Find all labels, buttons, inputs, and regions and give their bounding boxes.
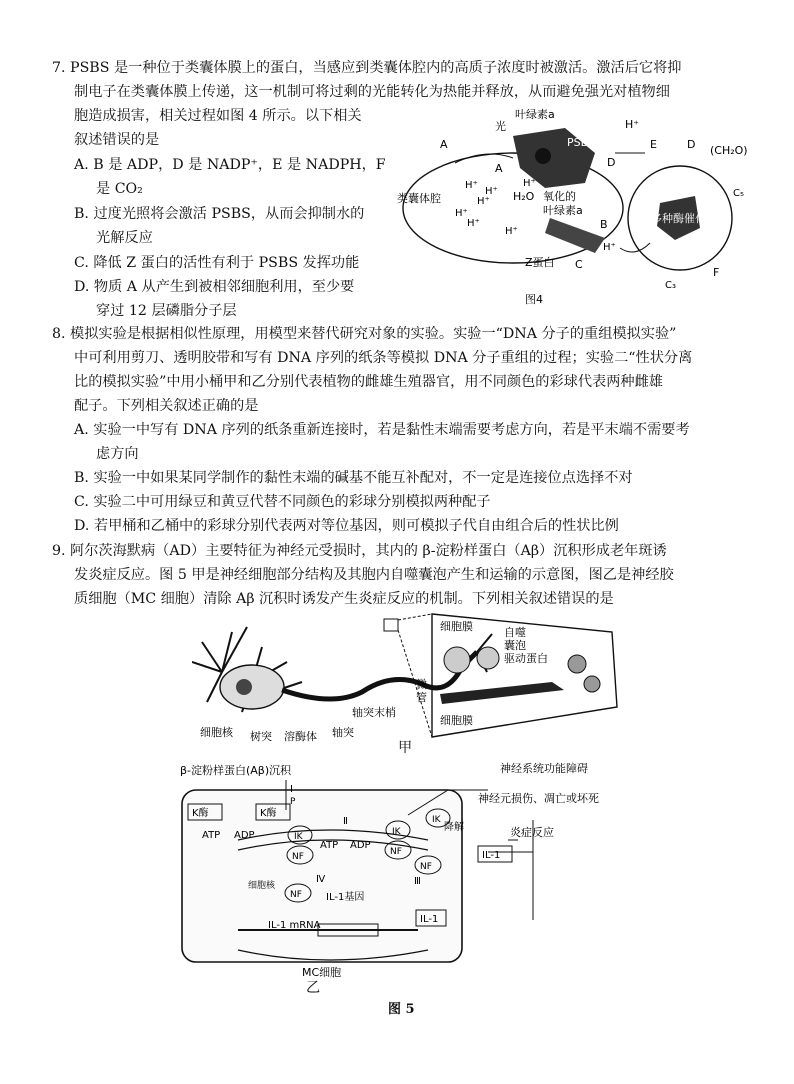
q7-option-d: D. 物质 A 从产生到被相邻细胞利用，至少要 bbox=[74, 279, 355, 295]
label-roman-2: Ⅱ bbox=[343, 816, 348, 827]
q7-option-a-cont: 是 CO₂ bbox=[96, 181, 143, 197]
label-ch2o: (CH₂O) bbox=[710, 144, 748, 157]
label-h-list-4: H⁺ bbox=[467, 218, 480, 229]
q8-option-c: C. 实验二中可用绿豆和黄豆代替不同颜色的彩球分别模拟两种配子 bbox=[74, 494, 491, 510]
q7-option-b-cont: 光解反应 bbox=[96, 230, 153, 246]
label-oxidized: 氧化的 bbox=[543, 190, 576, 203]
label-degrade: 降解 bbox=[444, 822, 464, 833]
label-psbs: PSBS bbox=[567, 136, 595, 149]
label-dendrite: 树突 bbox=[250, 730, 272, 743]
chlorophyll-dot bbox=[535, 148, 551, 164]
microtubule-track bbox=[440, 682, 564, 704]
label-membrane-bottom: 细胞膜 bbox=[440, 714, 473, 727]
q8-line4: 配子。下列相关叙述正确的是 bbox=[74, 398, 259, 414]
label-h-list-0: H⁺ bbox=[465, 180, 478, 191]
q8-line1: 8. 模拟实验是根据相似性原理，用模型来替代研究对象的实验。实验一“DNA 分子的重组模拟实验” bbox=[52, 326, 677, 342]
label-adp: ADP bbox=[234, 830, 255, 841]
label-p: P bbox=[290, 797, 296, 807]
nucleus-shape bbox=[236, 679, 252, 695]
label-h-list-2: H⁺ bbox=[455, 208, 468, 219]
label-k-enzyme: K酶 bbox=[192, 808, 209, 819]
label-b: B bbox=[600, 218, 608, 231]
label-light: 光 bbox=[495, 120, 506, 133]
label-c5: C₅ bbox=[733, 188, 744, 199]
label-nucleus: 细胞核 bbox=[200, 726, 233, 739]
label-enzyme: 多种酶催化 bbox=[651, 212, 706, 225]
label-c: C bbox=[575, 258, 583, 271]
label-h-plus-bottom: H⁺ bbox=[603, 242, 616, 253]
label-h-plus-top: H⁺ bbox=[625, 118, 640, 131]
label-inflammation: 炎症反应 bbox=[510, 826, 554, 839]
label-microtubule-2: 管 bbox=[416, 691, 427, 704]
figure-4 bbox=[395, 108, 755, 308]
label-oxidized-2: 叶绿素a bbox=[543, 204, 583, 217]
label-c3: C₃ bbox=[665, 280, 676, 291]
q8-line3: 比的模拟实验”中用小桶甲和乙分别代表植物的雌雄生殖器官，用不同颜色的彩球代表两种雌雄 bbox=[74, 374, 663, 390]
q8-line2: 中可利用剪刀、透明胶带和写有 DNA 序列的纸条等模拟 DNA 分子重组的过程；实验二“性状分离 bbox=[74, 350, 693, 366]
label-axon-terminal: 轴突末梢 bbox=[352, 706, 396, 719]
label-vesicle: 囊泡 bbox=[504, 639, 526, 652]
label-roman-3: Ⅲ bbox=[414, 876, 421, 887]
label-chlorophyll-a: 叶绿素a bbox=[515, 108, 555, 121]
label-h-list-6: H⁺ bbox=[523, 178, 536, 189]
label-e: E bbox=[650, 138, 657, 151]
label-il1-inside: IL-1 bbox=[420, 914, 439, 925]
label-ik: IK bbox=[294, 832, 303, 842]
label-h2o: H₂O bbox=[513, 190, 535, 203]
vesicle-2 bbox=[477, 647, 499, 669]
label-d2: D bbox=[607, 156, 616, 169]
label-atp: ATP bbox=[202, 830, 221, 841]
q8-option-a: A. 实验一中写有 DNA 序列的纸条重新连接时，若是黏性末端需要考虑方向，若是平末端不需要考 bbox=[74, 422, 690, 438]
q7-option-d-cont: 穿过 12 层磷脂分子层 bbox=[96, 303, 237, 319]
q9-line3: 质细胞（MC 细胞）清除 Aβ 沉积时诱发产生炎症反应的机制。下列相关叙述错误的是 bbox=[74, 591, 614, 607]
label-nf-2: NF bbox=[390, 847, 402, 857]
q7-option-c: C. 降低 Z 蛋白的活性有利于 PSBS 发挥功能 bbox=[74, 255, 360, 271]
label-adp-2: ADP bbox=[350, 840, 371, 851]
label-ik-2: IK bbox=[392, 827, 401, 837]
zoom-lines bbox=[398, 614, 432, 737]
q8-option-a-cont: 虑方向 bbox=[96, 446, 139, 462]
label-nf-nucleus: NF bbox=[290, 890, 302, 900]
label-atp-2: ATP bbox=[320, 840, 339, 851]
label-membrane-top: 细胞膜 bbox=[440, 620, 473, 633]
label-h-list-5: H⁺ bbox=[505, 226, 518, 237]
label-nucleus-yi: 细胞核 bbox=[248, 881, 276, 891]
q9-line2: 发炎症反应。图 5 甲是神经细胞部分结构及其胞内自噬囊泡产生和运输的示意图，图乙是神经胶 bbox=[74, 567, 674, 583]
zoom-box bbox=[384, 619, 398, 631]
label-f: F bbox=[713, 266, 720, 279]
q7-line3: 胞造成损害，相关过程如图 4 所示。以下相关 bbox=[74, 108, 362, 124]
label-nf-3: NF bbox=[420, 862, 432, 872]
label-ik-3: IK bbox=[432, 815, 441, 825]
figure-4-caption: 图4 bbox=[525, 293, 543, 306]
q7-option-a: A. B 是 ADP，D 是 NADP⁺，E 是 NADPH，F bbox=[74, 157, 386, 173]
q7-line2: 制电子在类囊体膜上传递，这一机制可将过剩的光能转化为热能并释放，从而避免强光对植物细 bbox=[74, 84, 670, 100]
label-damage: 神经元损伤、凋亡或坏死 bbox=[478, 792, 599, 805]
label-autophagy: 自噬 bbox=[504, 626, 526, 639]
label-il1-gene: IL-1基因 bbox=[326, 892, 365, 903]
vesicle-4 bbox=[584, 676, 600, 692]
vesicle-3 bbox=[568, 655, 586, 673]
label-k-enzyme-2: K酶 bbox=[260, 808, 277, 819]
q8-option-b: B. 实验一中如果某同学制作的黏性末端的碱基不能互补配对，不一定是连接位点选择不对 bbox=[74, 470, 633, 486]
label-motor-protein: 驱动蛋白 bbox=[504, 652, 548, 665]
label-mc-cell: MC细胞 bbox=[302, 966, 342, 979]
label-roman-4: Ⅳ bbox=[316, 874, 326, 885]
vesicle-1 bbox=[444, 647, 470, 673]
label-z-protein: Z蛋白 bbox=[525, 256, 555, 269]
q7-option-b: B. 过度光照将会激活 PSBS，从而会抑制水的 bbox=[74, 206, 365, 222]
q8-option-d: D. 若甲桶和乙桶中的彩球分别代表两对等位基因，则可模拟子代自由组合后的性状比例 bbox=[74, 518, 619, 534]
label-lysosome: 溶酶体 bbox=[284, 730, 317, 743]
label-h-list-3: H⁺ bbox=[477, 196, 490, 207]
label-il1-mrna: IL-1 mRNA bbox=[268, 920, 321, 931]
figure-5-yi bbox=[178, 760, 618, 992]
label-dysfunction: 神经系统功能障碍 bbox=[500, 762, 588, 775]
label-il1-outside: IL-1 bbox=[482, 850, 501, 861]
figure-5-jia-caption: 甲 bbox=[398, 740, 413, 756]
label-a1: A bbox=[440, 138, 448, 151]
label-microtubule: 微 bbox=[416, 678, 427, 691]
figure-5-yi-caption: 乙 bbox=[306, 980, 321, 996]
label-h-list-1: H⁺ bbox=[485, 186, 498, 197]
label-thylakoid-lumen: 类囊体腔 bbox=[397, 192, 441, 205]
figure-5-caption: 图 5 bbox=[388, 1002, 415, 1017]
label-abeta: β-淀粉样蛋白(Aβ)沉积 bbox=[180, 764, 292, 777]
q9-line1: 9. 阿尔茨海默病（AD）主要特征为神经元受损时，其内的 β-淀粉样蛋白（Aβ）沉积形成老年斑诱 bbox=[52, 543, 667, 559]
label-nf: NF bbox=[292, 852, 304, 862]
label-roman-1: I bbox=[290, 784, 293, 795]
label-a2: A bbox=[495, 162, 503, 175]
q7-line1: 7. PSBS 是一种位于类囊体膜上的蛋白，当感应到类囊体腔内的高质子浓度时被激活。激活后它将抑 bbox=[52, 60, 682, 76]
q7-line4: 叙述错误的是 bbox=[74, 132, 160, 148]
label-axon: 轴突 bbox=[332, 726, 354, 739]
label-d1: D bbox=[687, 138, 696, 151]
z-protein-shape bbox=[545, 218, 605, 253]
